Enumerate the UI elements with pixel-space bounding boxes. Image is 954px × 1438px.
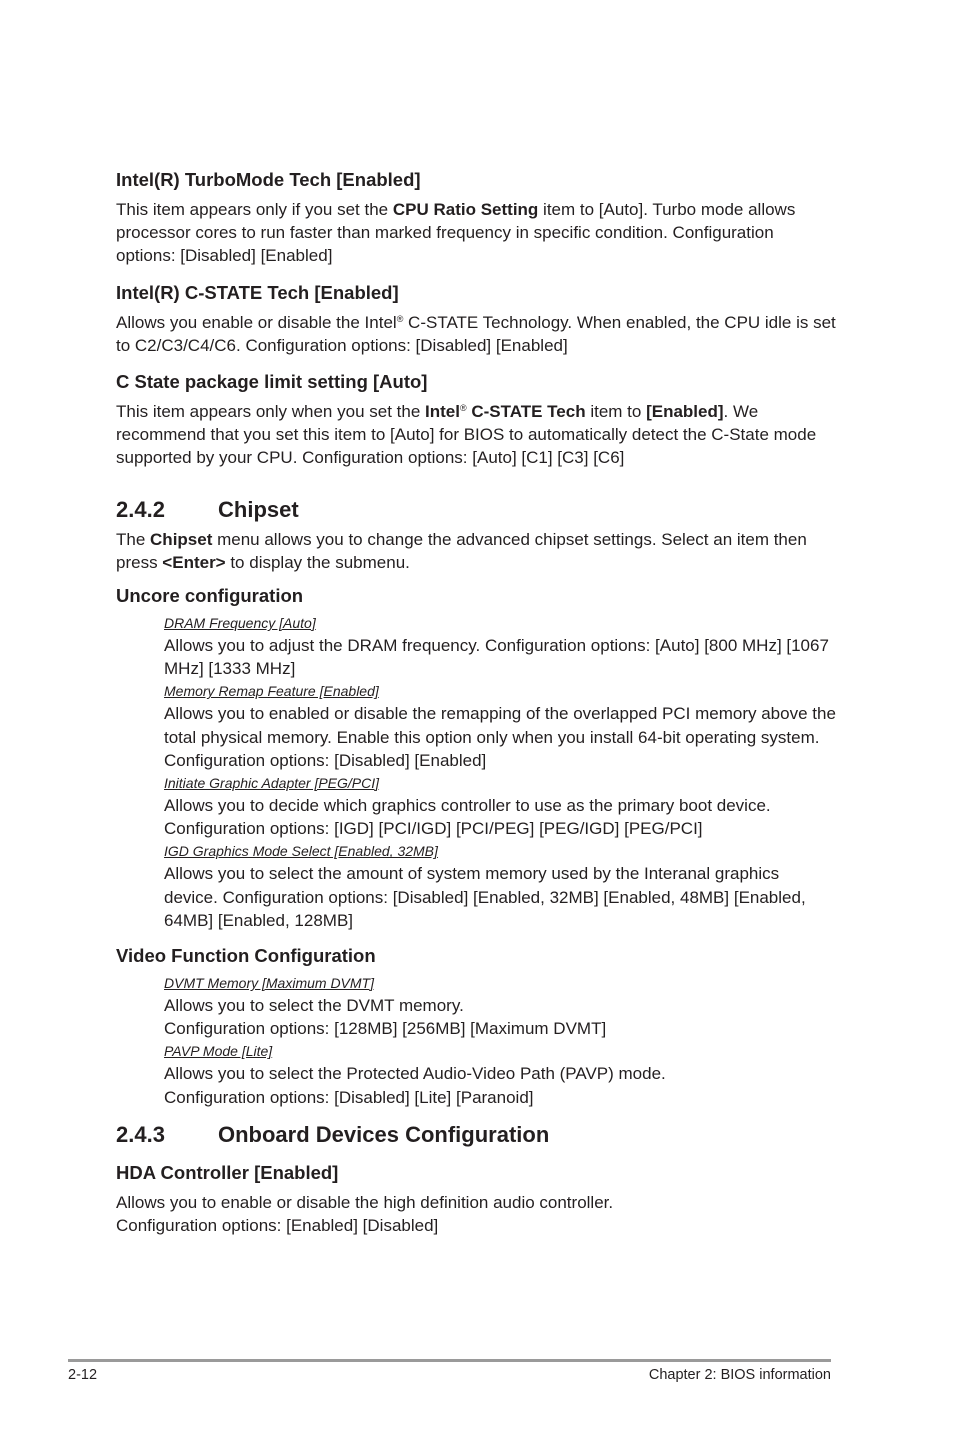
page-content (116, 168, 836, 1250)
bold-text: CPU Ratio Setting (392, 200, 539, 219)
text: Allows you enable or disable the Intel (116, 312, 397, 332)
section-heading-chipset (116, 496, 836, 524)
item-description: Configuration options: [128MB] [256MB] [Maximum DVMT] (164, 1019, 607, 1039)
bold-text: Chipset (150, 529, 213, 549)
chapter-title: Chapter 2: BIOS information (648, 1367, 831, 1383)
text: C-STATE Technology. When enabled, the CPU idle is set to C2/C3/C4/C6. Configuration options: [Disabled] [Enabled] (116, 312, 836, 355)
item-description: Configuration options: [Disabled] [Lite] [Paranoid] (164, 1087, 534, 1107)
item-description: Allows you to select the amount of system memory used by the Interanal graphics device. Configuration options: [Disabled] [Enabled, 32MB] [Enabled, 48MB] [Enabled, 64MB] [Enabled, 128MB] (164, 864, 806, 930)
text: Allows you to enable or disable the high definition audio controller. (116, 1192, 614, 1212)
paragraph-cstate (116, 311, 836, 357)
text: to display the submenu. (225, 552, 410, 572)
item-description: Allows you to decide which graphics controller to use as the primary boot device. Configuration options: [IGD] [PCI/IGD] [PCI/PEG] [PEG/IGD] [PEG/PCI] (164, 796, 771, 839)
item-label: DVMT Memory [Maximum DVMT] (164, 975, 374, 992)
section-title: Chipset (218, 496, 299, 522)
heading-uncore: Uncore configuration (116, 585, 304, 607)
bold-text: C-STATE Tech (466, 402, 586, 422)
item-description: Allows you to enabled or disable the remapping of the overlapped PCI memory above the total physical memory. Enable this option only when you install 64-bit operating system. Configuration options: [Disabled] [Enabled] (164, 704, 836, 770)
registered-mark: ® (396, 313, 404, 324)
heading-turbomode: Intel(R) TurboMode Tech [Enabled] (116, 169, 421, 190)
text: menu allows you to change the advanced chipset settings. Select an item then press (116, 529, 807, 572)
text: item to (585, 402, 647, 422)
page-number: 2-12 (68, 1367, 98, 1383)
paragraph-hda-controller (116, 1191, 836, 1237)
paragraph-chipset (116, 528, 836, 574)
text: The (116, 529, 151, 549)
registered-mark: ® (459, 403, 467, 414)
item-label: Memory Remap Feature [Enabled] (164, 683, 379, 700)
bold-text: Intel (425, 402, 460, 422)
item-label: DRAM Frequency [Auto] (164, 615, 316, 632)
text: item to [Auto]. Turbo mode allows processor cores to run faster than marked frequency in specific condition. Configuration options: [Disabled] [Enabled] (116, 200, 796, 266)
footer-divider (68, 1359, 831, 1362)
item-label: IGD Graphics Mode Select [Enabled, 32MB] (164, 843, 438, 860)
section-number: 2.4.3 (116, 1121, 165, 1147)
heading-video-function: Video Function Configuration (116, 945, 376, 967)
heading-cstate-limit: C State package limit setting [Auto] (116, 371, 428, 393)
text: This item appears only if you set the (116, 200, 393, 219)
item-label: PAVP Mode [Lite] (164, 1043, 273, 1060)
heading-hda-controller: HDA Controller [Enabled] (116, 1161, 339, 1183)
item-description: Allows you to select the DVMT memory. (164, 996, 464, 1016)
section-heading-onboard (116, 1121, 836, 1149)
section-title: Onboard Devices Configuration (218, 1121, 550, 1147)
video-items (164, 972, 836, 1109)
text: Configuration options: [Enabled] [Disabled] (116, 1216, 439, 1236)
text: This item appears only when you set the (116, 402, 425, 422)
bold-text: [Enabled] (646, 402, 724, 422)
section-number: 2.4.2 (116, 496, 165, 522)
uncore-items (164, 612, 836, 932)
text: . We recommend that you set this item to [Auto] for BIOS to automatically detect the C-State mode supported by your CPU. Configuration options: [Auto] [C1] [C3] [C6] (116, 402, 817, 468)
item-description: Allows you to adjust the DRAM frequency. Configuration options: [Auto] [800 MHz] [1067 MHz] [1333 MHz] (164, 636, 829, 679)
item-label: Initiate Graphic Adapter [PEG/PCI] (164, 775, 380, 792)
paragraph-cstate-limit (116, 400, 836, 470)
heading-cstate: Intel(R) C-STATE Tech [Enabled] (116, 281, 399, 303)
bold-text: <Enter> (162, 552, 226, 572)
item-description: Allows you to select the Protected Audio-Video Path (PAVP) mode. (164, 1064, 666, 1084)
paragraph-turbomode (116, 198, 836, 268)
